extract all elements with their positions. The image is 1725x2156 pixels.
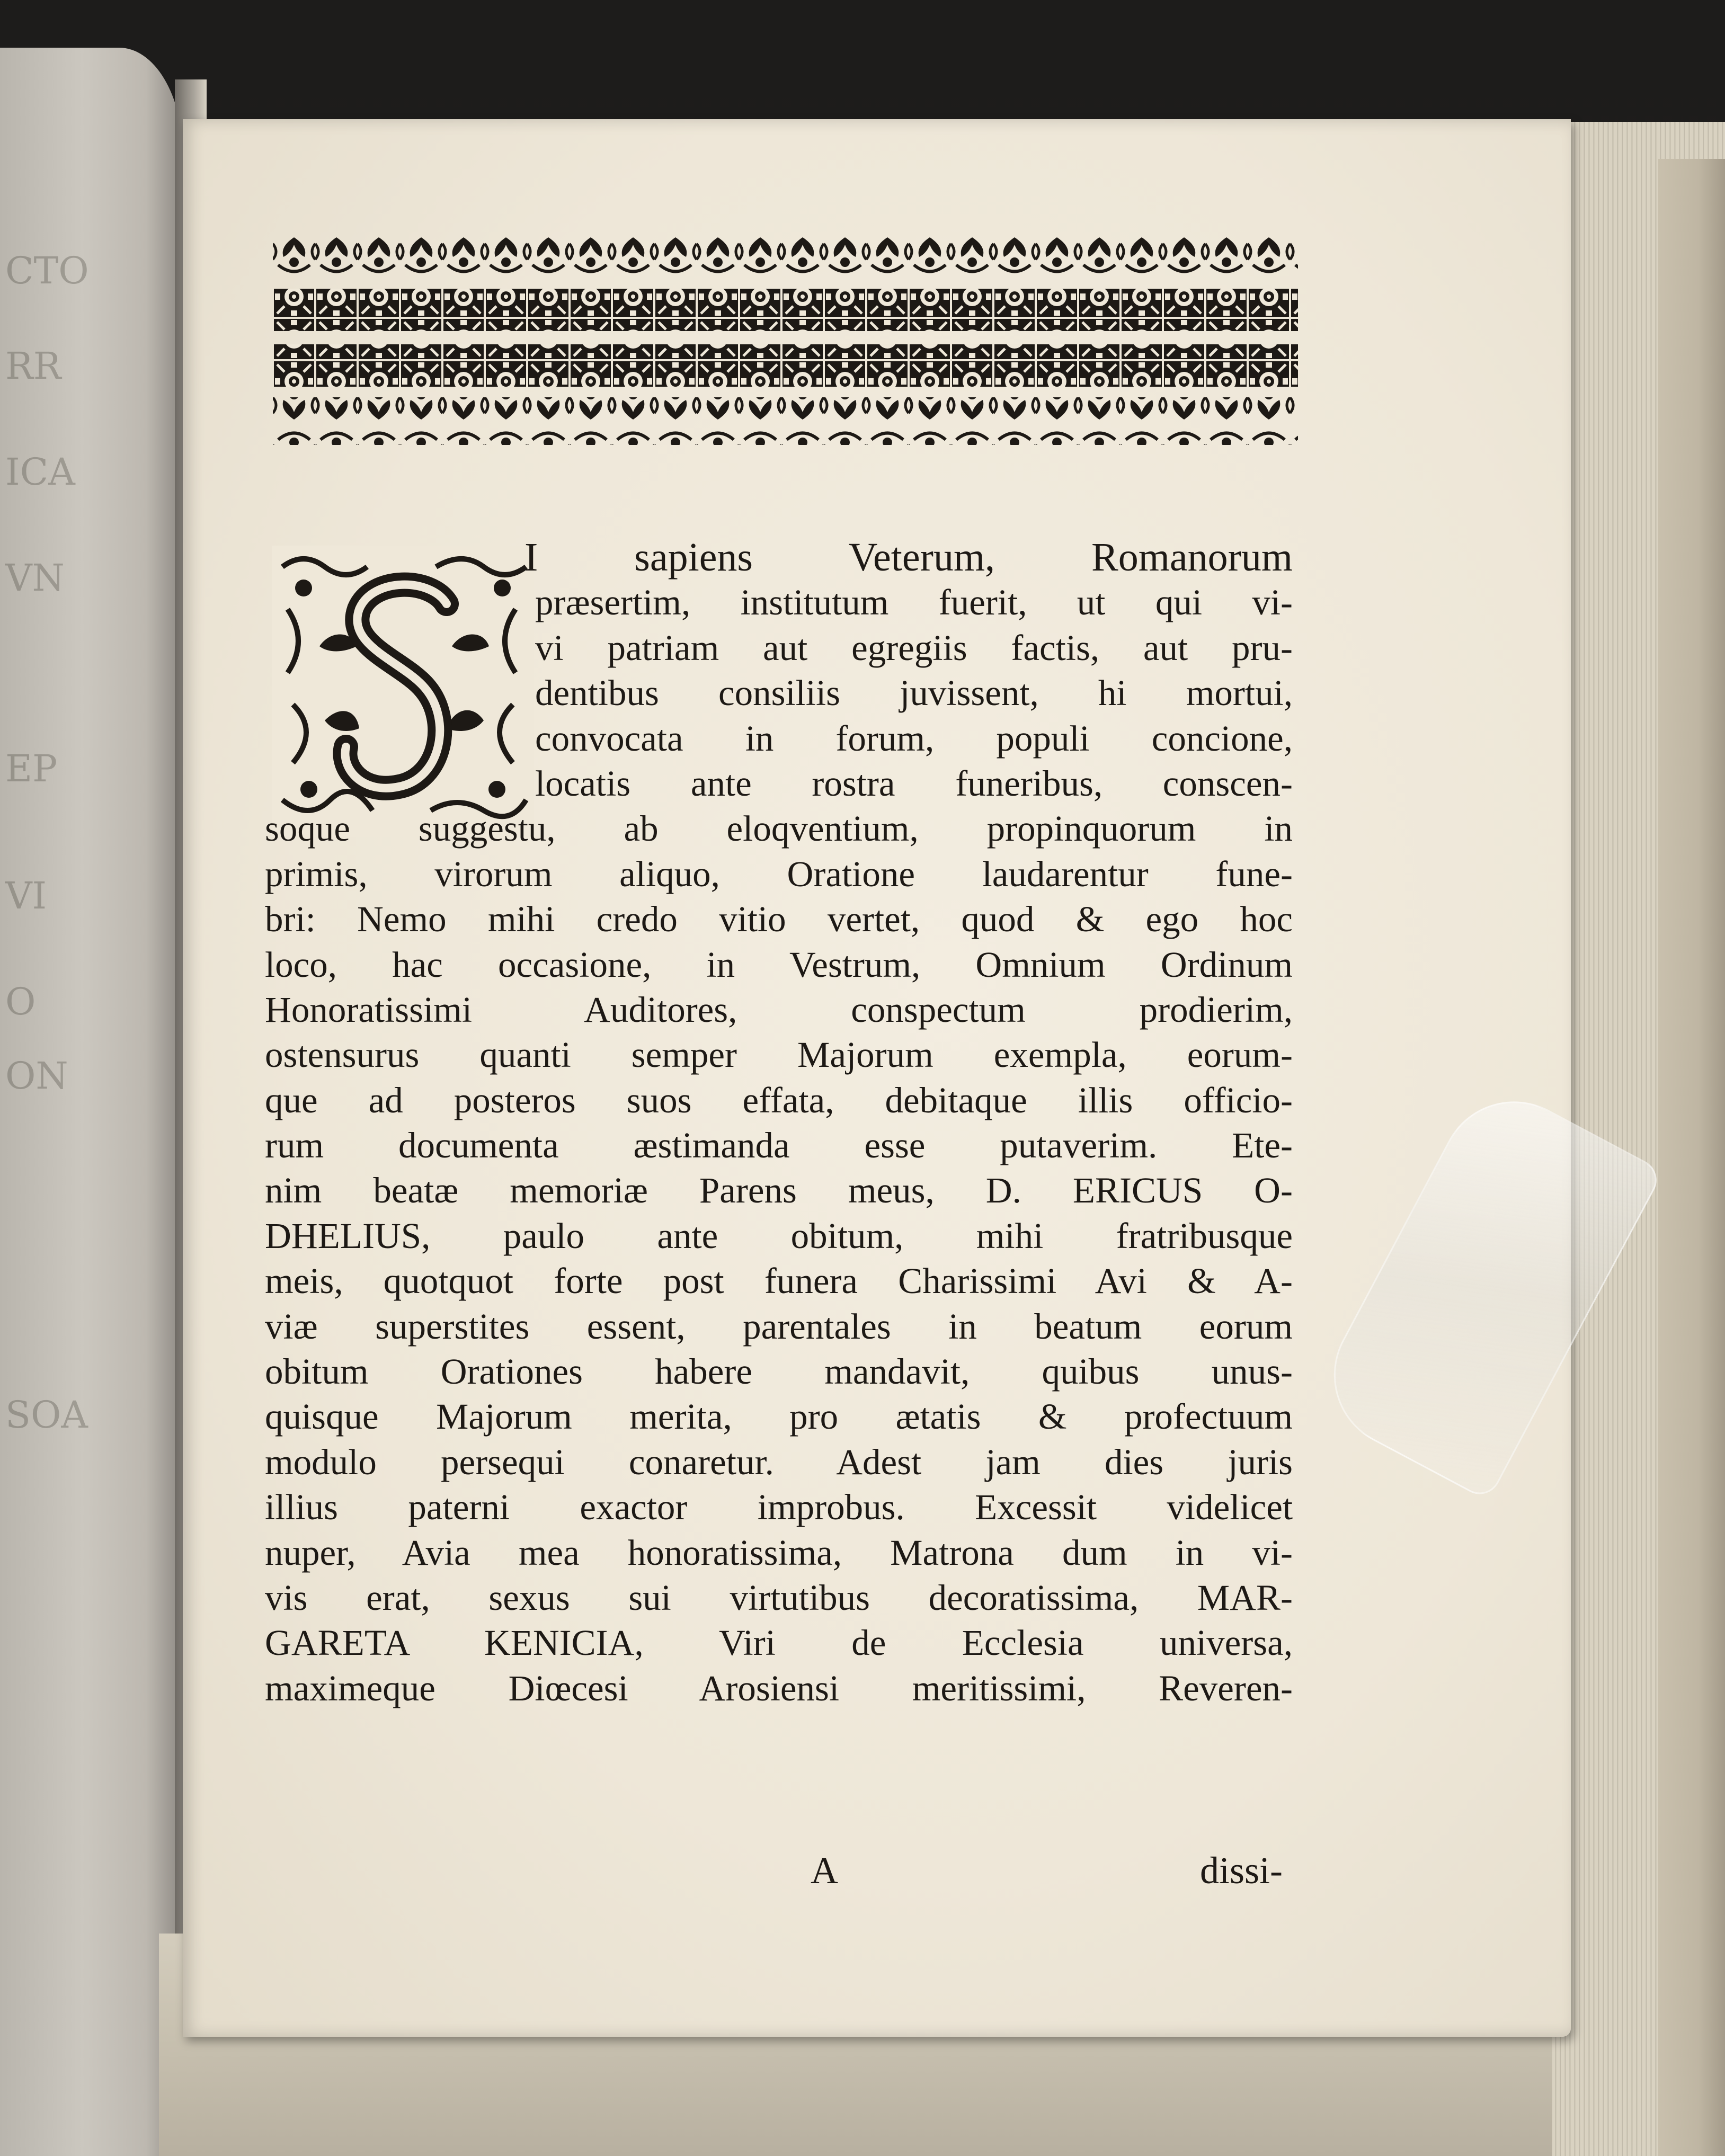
text-line: Honoratissimi Auditores, conspectum prodierim,: [265, 989, 1293, 1030]
text-line: modulo persequi conaretur. Adest jam dies juris: [265, 1441, 1293, 1482]
ornament-bottom-row: [273, 397, 1298, 445]
text-line: vis erat, sexus sui virtutibus decoratissima, MAR-: [265, 1577, 1293, 1618]
text-line: meis, quotquot forte post funera Charissimi Avi & A-: [265, 1261, 1293, 1302]
body-text: [265, 535, 1293, 1711]
catchword: dissi-: [1200, 1849, 1283, 1892]
text-line: viæ superstites essent, parentales in beatum eorum: [265, 1306, 1293, 1347]
left-page-fragment: EP: [5, 747, 58, 790]
left-page-fragment: ON: [5, 1054, 68, 1098]
left-page-edge: [0, 48, 183, 2156]
text-line: quisque Majorum merita, pro ætatis & profectuum: [265, 1396, 1293, 1437]
signature-mark: A: [811, 1849, 838, 1892]
text-line: ostensurus quanti semper Majorum exempla, eorum-: [265, 1035, 1293, 1075]
ornament-tile-row-2: [273, 344, 1298, 387]
left-page-fragment: VN: [5, 556, 65, 600]
text-line: primis, virorum aliquo, Oratione laudarentur fune-: [265, 853, 1293, 894]
text-line: loco, hac occasione, in Vestrum, Omnium Ordinum: [265, 944, 1293, 985]
text-line: que ad posteros suos effata, debitaque illis officio-: [265, 1080, 1293, 1120]
text-line: convocata in forum, populi concione,: [535, 718, 1293, 759]
text-line: dentibus consiliis juvissent, hi mortui,: [535, 673, 1293, 714]
text-line: obitum Orationes habere mandavit, quibus unus-: [265, 1351, 1293, 1392]
ornament-top-row: [273, 233, 1298, 281]
left-page-fragment: CTO: [5, 249, 89, 292]
headpiece-ornament: [273, 233, 1298, 456]
text-line: nim beatæ memoriæ Parens meus, D. ERICUS O-: [265, 1170, 1293, 1211]
text-line: DHELIUS, paulo ante obitum, mihi fratribusque: [265, 1215, 1293, 1256]
text-line: nuper, Avia mea honoratissima, Matrona dum in vi-: [265, 1532, 1293, 1573]
drop-cap-letter: S: [401, 700, 405, 706]
text-line: soque suggestu, ab eloqventium, propinquorum in: [265, 808, 1293, 849]
text-line: rum documenta æstimanda esse putaverim. Ete-: [265, 1125, 1293, 1166]
text-line: bri: Nemo mihi credo vitio vertet, quod & ego hoc: [265, 899, 1293, 940]
left-page-fragment: ICA: [5, 450, 75, 494]
text-line: locatis ante rostra funeribus, conscen-: [535, 763, 1293, 804]
ornament-tile-row-1: [273, 289, 1298, 331]
text-line: I sapiens Veterum, Romanorum: [524, 535, 1293, 580]
text-line: præsertim, institutum fuerit, ut qui vi-: [535, 582, 1293, 623]
text-line: GARETA KENICIA, Viri de Ecclesia universa,: [265, 1623, 1293, 1663]
text-line: illius paterni exactor improbus. Excessit videlicet: [265, 1487, 1293, 1528]
left-page-fragment: SOA: [5, 1393, 88, 1437]
left-page-fragment: RR: [5, 344, 61, 388]
left-page-fragment: O: [5, 980, 36, 1023]
text-line: maximeque Diœcesi Arosiensi meritissimi, Reveren-: [265, 1668, 1293, 1708]
text-line: vi patriam aut egregiis factis, aut pru-: [535, 627, 1293, 668]
book-cover-edge: [1658, 159, 1725, 2156]
left-page-fragment: VI: [5, 874, 47, 917]
